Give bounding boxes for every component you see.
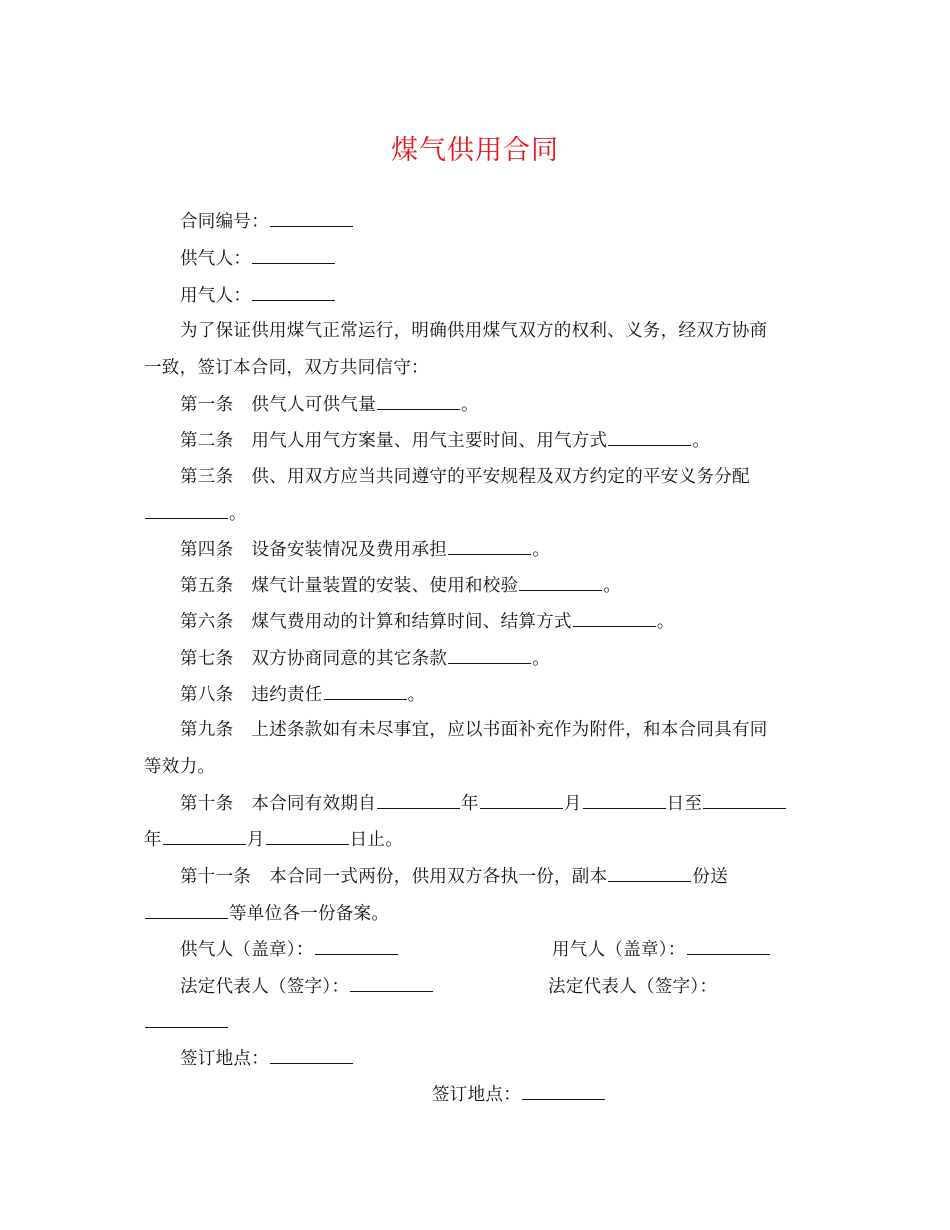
article-8-period: 。 xyxy=(407,685,426,705)
legal-rep-left-label: 法定代表人（签字）： xyxy=(180,977,350,997)
copy-count-blank xyxy=(608,867,691,882)
place-right-blank xyxy=(522,1085,605,1100)
article-11-text-2: 等单位各一份备案。 xyxy=(229,904,390,924)
article-2 xyxy=(180,430,710,452)
article-3-period: 。 xyxy=(229,504,247,524)
end-year-blank xyxy=(703,794,786,809)
user-seal-label: 用气人（盖章）： xyxy=(552,940,686,960)
supplier-seal-label: 供气人（盖章）： xyxy=(180,940,314,960)
user-label: 用气人： xyxy=(180,286,252,306)
article-11 xyxy=(180,866,728,888)
start-year-label: 年 xyxy=(461,794,479,814)
article-9-text: 上述条款如有未尽事宜，应以书面补充作为附件，和本合同具有同 xyxy=(251,720,768,740)
article-7-text: 双方协商同意的其它条款 xyxy=(251,649,448,669)
document-title: 煤气供用合同 xyxy=(391,135,559,166)
article-8 xyxy=(180,684,425,706)
legal-rep-left-line xyxy=(180,976,434,998)
article-5-number: 第五条 xyxy=(180,576,234,596)
article-8-number: 第八条 xyxy=(180,685,234,705)
article-4-blank xyxy=(448,540,531,555)
start-month-label: 月 xyxy=(563,794,582,814)
article-2-period: 。 xyxy=(692,431,711,451)
article-7-period: 。 xyxy=(532,649,551,669)
supplier-seal-line xyxy=(180,939,399,961)
start-month-blank xyxy=(480,794,563,809)
article-10-text: 本合同有效期自 xyxy=(251,794,377,814)
article-7-number: 第七条 xyxy=(180,649,234,669)
article-11-number: 第十一条 xyxy=(180,867,252,887)
article-3-continuation xyxy=(144,503,247,525)
legal-rep-left-blank xyxy=(350,977,433,992)
user-seal-line xyxy=(552,939,771,961)
legal-rep-right-blank xyxy=(145,1013,228,1028)
article-7-blank xyxy=(448,649,531,664)
article-5-text: 煤气计量装置的安装、使用和校验 xyxy=(251,576,519,596)
article-9-number: 第九条 xyxy=(180,720,234,740)
article-1-text: 供气人可供气量 xyxy=(251,395,377,415)
end-year-label: 年 xyxy=(144,830,162,850)
preamble-line-2: 一致，签订本合同，双方共同信守： xyxy=(144,358,429,378)
article-8-text: 违约责任 xyxy=(251,685,323,705)
place-left-line xyxy=(180,1048,354,1070)
end-day-blank xyxy=(266,830,349,845)
user-line xyxy=(180,285,336,307)
article-10-number: 第十条 xyxy=(180,794,234,814)
article-6-blank xyxy=(573,612,656,627)
article-10 xyxy=(180,793,787,815)
article-5-period: 。 xyxy=(603,576,622,596)
article-5 xyxy=(180,575,621,597)
article-10-continuation xyxy=(144,829,403,851)
legal-rep-right-label: 法定代表人（签字）： xyxy=(548,977,718,997)
article-1-blank xyxy=(377,395,460,410)
article-4 xyxy=(180,539,550,561)
article-4-period: 。 xyxy=(532,540,551,560)
article-7 xyxy=(180,648,550,670)
legal-rep-right-continuation xyxy=(144,1012,229,1034)
place-left-blank xyxy=(270,1049,353,1064)
article-9 xyxy=(180,719,768,741)
article-8-blank xyxy=(324,685,407,700)
article-3-text: 供、用双方应当共同遵守的平安规程及双方约定的平安义务分配 xyxy=(251,467,750,487)
article-3-number: 第三条 xyxy=(180,467,234,487)
preamble-line-1: 为了保证供用煤气正常运行，明确供用煤气双方的权利、义务，经双方协商 xyxy=(180,321,768,341)
start-year-blank xyxy=(377,794,460,809)
place-left-label: 签订地点： xyxy=(180,1049,269,1069)
start-day-blank xyxy=(583,794,666,809)
article-4-number: 第四条 xyxy=(180,540,234,560)
article-6-number: 第六条 xyxy=(180,612,234,632)
supplier-label: 供气人： xyxy=(180,249,252,269)
supplier-line xyxy=(180,248,336,270)
article-5-blank xyxy=(519,576,602,591)
article-6-period: 。 xyxy=(656,612,675,632)
place-right-label: 签订地点： xyxy=(432,1085,521,1105)
user-seal-blank xyxy=(687,940,770,955)
contract-number-blank xyxy=(270,212,353,227)
place-right-line xyxy=(432,1084,606,1106)
recipient-units-blank xyxy=(145,904,228,919)
start-day-label: 日至 xyxy=(666,794,703,814)
article-6-text: 煤气费用动的计算和结算时间、结算方式 xyxy=(251,612,572,632)
end-day-label: 日止。 xyxy=(349,830,404,850)
end-month-label: 月 xyxy=(246,830,265,850)
article-2-number: 第二条 xyxy=(180,431,234,451)
contract-number-label: 合同编号： xyxy=(180,212,269,232)
article-11-send: 份送 xyxy=(692,867,729,887)
article-6 xyxy=(180,611,675,633)
article-1-number: 第一条 xyxy=(180,395,234,415)
legal-rep-right-line xyxy=(548,976,717,998)
article-1 xyxy=(180,394,479,416)
article-4-text: 设备安装情况及费用承担 xyxy=(251,540,448,560)
article-2-text: 用气人用气方案量、用气主要时间、用气方式 xyxy=(251,431,608,451)
article-1-period: 。 xyxy=(461,395,479,415)
article-2-blank xyxy=(608,431,691,446)
article-3-blank xyxy=(145,504,228,519)
article-11-text: 本合同一式两份，供用双方各执一份，副本 xyxy=(269,867,608,887)
supplier-blank xyxy=(252,249,335,264)
supplier-seal-blank xyxy=(315,940,398,955)
user-blank xyxy=(252,286,335,301)
article-3 xyxy=(180,466,750,488)
article-9-continuation: 等效力。 xyxy=(144,757,216,777)
end-month-blank xyxy=(163,830,246,845)
article-11-continuation xyxy=(144,903,389,925)
contract-number-line xyxy=(180,211,354,233)
